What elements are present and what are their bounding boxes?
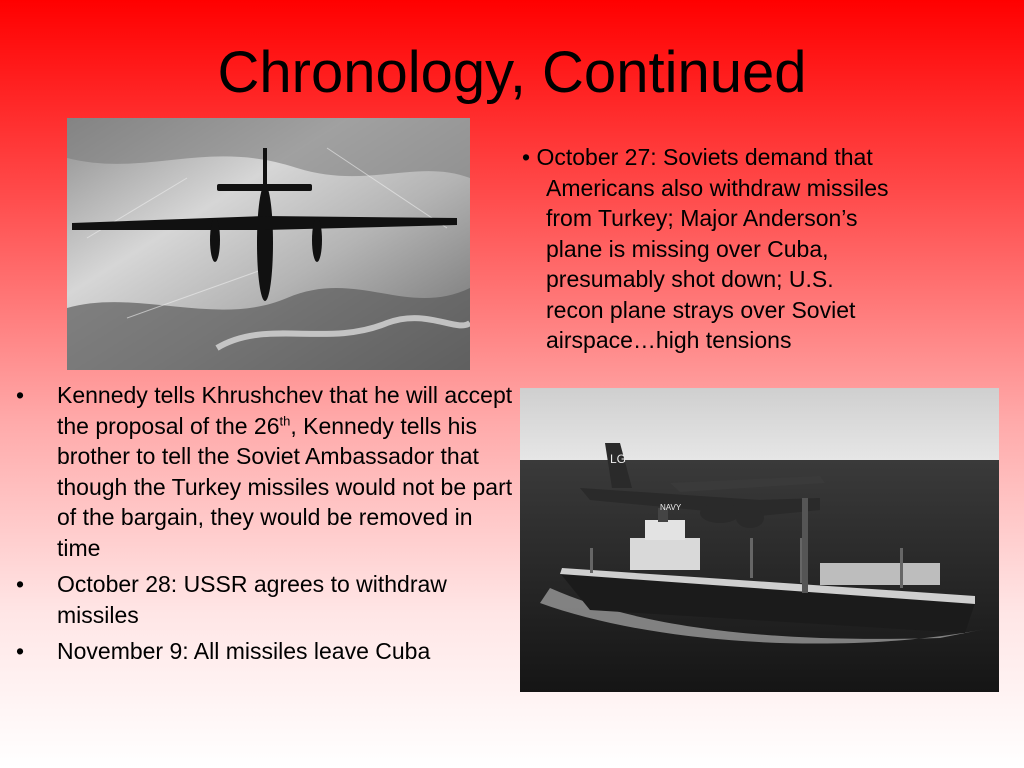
bullet-text-part2: , Kennedy tells his brother to tell the Soviet Ambassador that though the Turkey missiles would not be part of the bargain, they would be removed in time	[57, 412, 513, 561]
ship-plane-image	[520, 388, 999, 692]
note-line-2: Americans also withdraw missiles	[546, 174, 889, 201]
note-bullet: •	[522, 144, 531, 170]
navy-plane-over-ship-photo	[520, 388, 999, 692]
note-line-1	[522, 142, 992, 173]
note-line-4: plane is missing over Cuba,	[546, 235, 829, 262]
note-line-1-text: October 27: Soviets demand that	[536, 144, 873, 170]
bullet-text-part1: Kennedy tells Khrushchev that he will accept the proposal of the 26	[57, 382, 513, 439]
note-line-3: from Turkey; Major Anderson’s	[546, 205, 858, 231]
bullet-text: October 28: USSR agrees to withdraw missiles	[57, 571, 447, 628]
bullet-marker: •	[16, 382, 25, 408]
tail-code: LG	[610, 452, 627, 466]
bullet-marker: •	[16, 571, 25, 597]
bullet-october-28	[16, 569, 516, 630]
slide-title: Chronology, Continued	[217, 40, 807, 105]
u2-plane-image	[67, 118, 470, 370]
note-line-5: presumably shot down; U.S.	[546, 266, 834, 292]
october-27-note	[522, 142, 992, 356]
bullet-text: November 9: All missiles leave Cuba	[57, 638, 431, 664]
bullet-kennedy-accepts	[16, 380, 516, 563]
bullet-november-9	[16, 636, 516, 667]
u2-plane-photo	[67, 118, 470, 370]
bullet-marker: •	[16, 638, 25, 664]
note-line-7: airspace…high tensions	[546, 327, 792, 353]
note-line-6: recon plane strays over Soviet	[546, 296, 856, 323]
chronology-bullets	[16, 380, 516, 673]
bullet-superscript: th	[279, 412, 291, 428]
plane-side-text: NAVY	[660, 503, 682, 512]
